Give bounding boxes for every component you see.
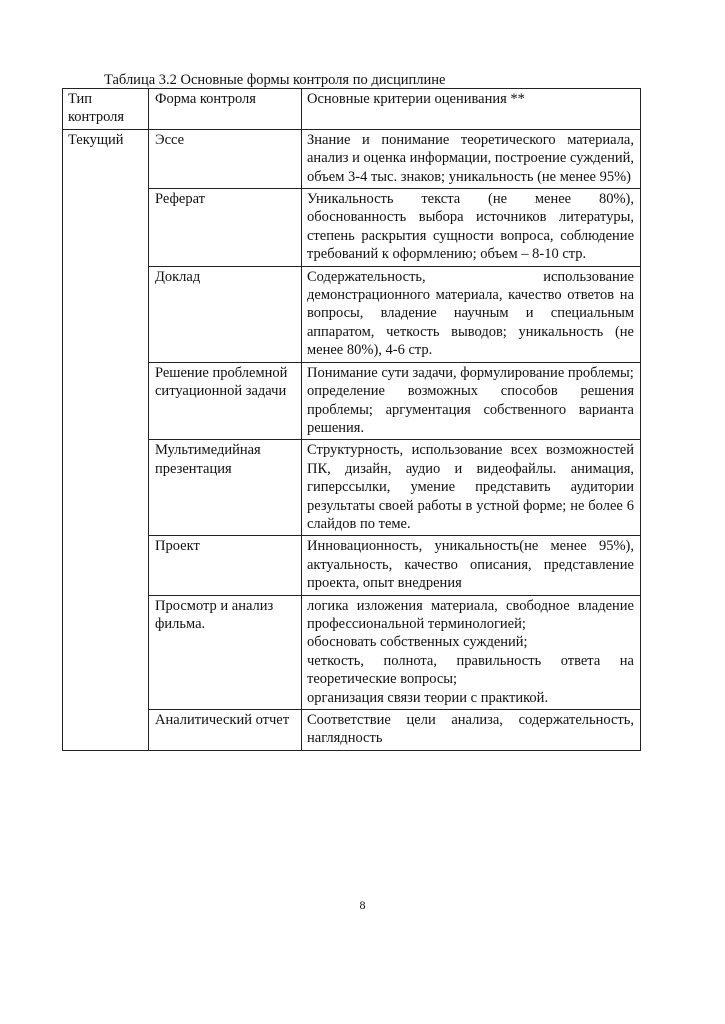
table-row [63,440,641,536]
criteria-cell [302,595,641,709]
criteria-line: обосновать собственных суждений; [307,634,528,651]
criteria-line: четкость, полнота, правильность ответа на теоретические вопросы; [307,652,634,688]
table-header-row [63,89,641,130]
control-forms-table [62,88,641,751]
table-row [63,362,641,440]
form-cell: Доклад [149,266,302,362]
table-row [63,129,641,188]
criteria-cell [302,440,641,536]
form-cell: Аналитический отчет [149,710,302,751]
table-row [63,595,641,709]
header-criteria: Основные критерии оценивания ** [302,89,641,130]
criteria-line: определение возможных способов решения проблемы; аргументация собственного варианта решения. [307,383,634,436]
page-number: 8 [359,898,366,912]
criteria-cell [302,189,641,267]
control-type-cell: Текущий [63,129,149,750]
criteria-cell [302,536,641,595]
header-control-form: Форма контроля [149,89,302,130]
criteria-line: Структурность, использование всех возможностей ПК, дизайн, аудио и видеофайлы. анимация, гиперссылки, умение представить аудитории результаты своей работы в устной форме; не более 6 слайдов по теме. [307,442,634,532]
criteria-line: Понимание сути задачи, формулирование проблемы; [307,364,634,381]
table-row [63,189,641,267]
criteria-cell [302,266,641,362]
criteria-cell [302,710,641,751]
form-cell: Мультимедийная презентация [149,440,302,536]
criteria-cell [302,129,641,188]
criteria-cell [302,362,641,440]
criteria-line: организация связи теории с практикой. [307,689,549,706]
form-cell: Реферат [149,189,302,267]
table-row [63,710,641,751]
header-control-type: Тип контроля [63,89,149,130]
table-row [63,536,641,595]
criteria-line: Содержательность, использование демонстрационного материала, качество ответов на вопросы, владение научным и специальным аппаратом, четкость выводов; уникальность (не менее 80%), 4-6 стр. [307,268,634,359]
table-row [63,266,641,362]
form-cell: Проект [149,536,302,595]
criteria-line: Знание и понимание теоретического материала, анализ и оценка информации, построение суждений, объем 3-4 тыс. знаков; уникальность (не менее 95%) [307,131,634,185]
criteria-line: Соответствие цели анализа, содержательность, наглядность [307,712,634,747]
criteria-line: Уникальность текста (не менее 80%), обоснованность выбора источников литературы, степень раскрытия сущности вопроса, соблюдение требований к оформлению; объем – 8-10 стр. [307,191,634,263]
table-caption: Таблица 3.2 Основные формы контроля по дисциплине [104,72,446,88]
form-cell: Решение проблемной ситуационной задачи [149,362,302,440]
form-cell: Эссе [149,129,302,188]
criteria-line: логика изложения материала, свободное владение профессиональной терминологией; [307,597,634,632]
criteria-line: Инновационность, уникальность(не менее 95%), актуальность, качество описания, представление проекта, опыт внедрения [307,538,634,592]
form-cell: Просмотр и анализ фильма. [149,595,302,709]
